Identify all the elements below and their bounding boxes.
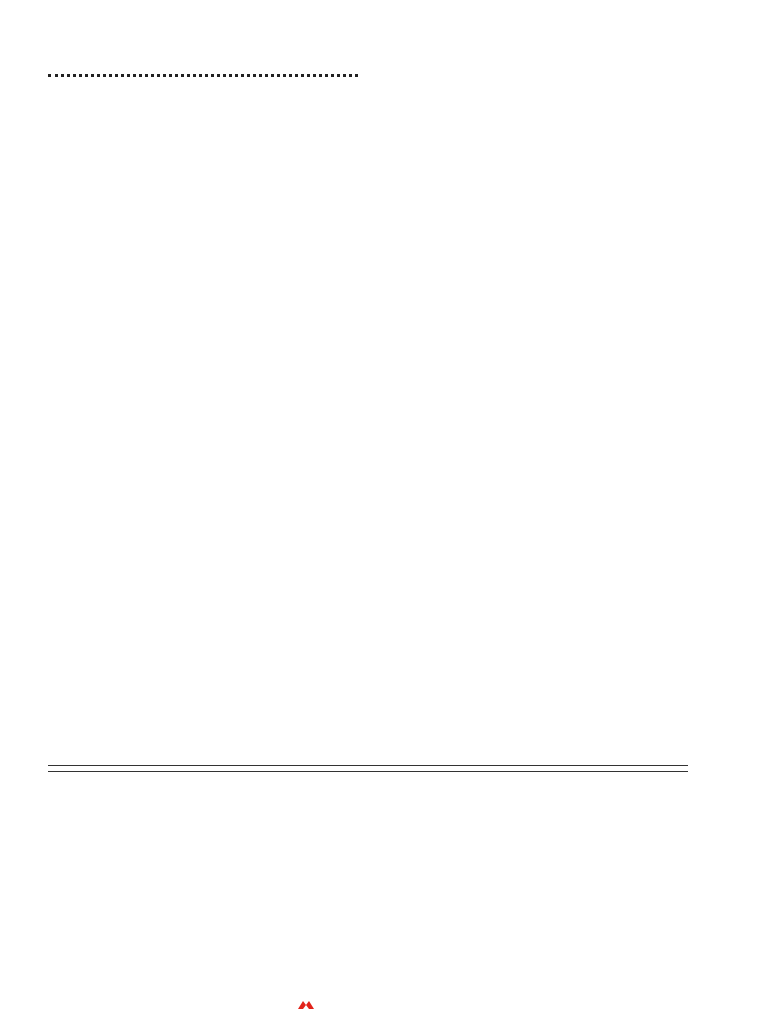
- table-footnote: [48, 771, 688, 775]
- publisher-logo-icon: [297, 999, 315, 1011]
- table-1: [48, 765, 688, 775]
- figure-1: [360, 76, 700, 266]
- masthead-divider: [48, 74, 358, 77]
